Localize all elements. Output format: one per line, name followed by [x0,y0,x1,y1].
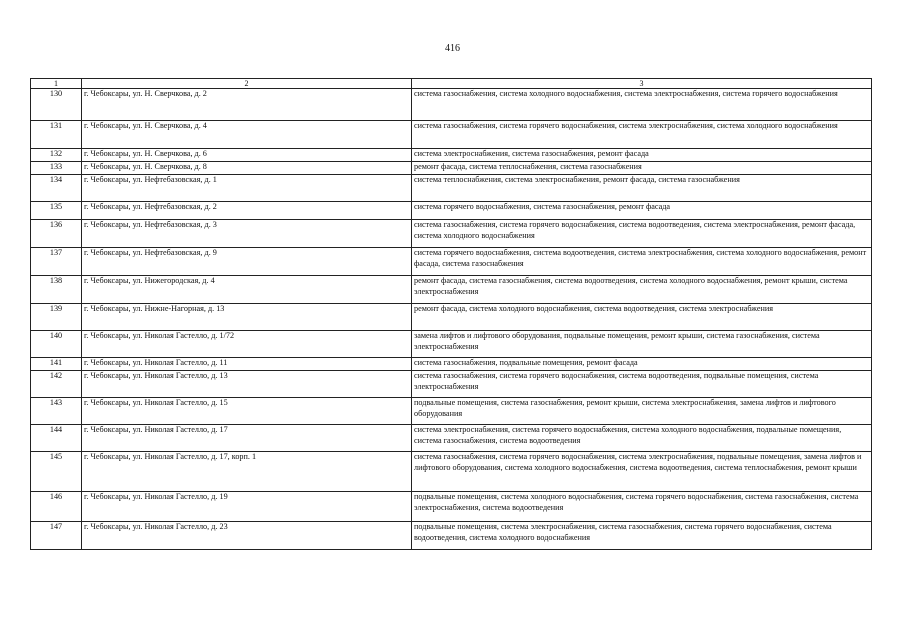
table-row [31,149,872,162]
row-address: г. Чебоксары, ул. Нижегородская, д. 4 [82,276,412,304]
row-address: г. Чебоксары, ул. Николая Гастелло, д. 13 [82,371,412,398]
row-number: 146 [31,492,82,522]
row-works: система электроснабжения, система газоснабжения, ремонт фасада [412,149,872,162]
row-works: система электроснабжения, система горячего водоснабжения, система холодного водоснабжения, подвальные помещения, система газоснабжения, система водоотведения [412,425,872,452]
table-row [31,175,872,202]
table-row [31,89,872,121]
table-row [31,522,872,550]
row-address: г. Чебоксары, ул. Николая Гастелло, д. 23 [82,522,412,550]
row-address: г. Чебоксары, ул. Н. Сверчкова, д. 8 [82,162,412,175]
table-row [31,358,872,371]
row-number: 135 [31,202,82,220]
header-col-3: 3 [412,79,872,89]
row-address: г. Чебоксары, ул. Н. Сверчкова, д. 2 [82,89,412,121]
row-number: 145 [31,452,82,492]
row-works: система газоснабжения, система горячего водоснабжения, система водоотведения, подвальные помещения, система электроснабжения [412,371,872,398]
row-address: г. Чебоксары, ул. Н. Сверчкова, д. 4 [82,121,412,149]
row-number: 133 [31,162,82,175]
table-row [31,398,872,425]
table-row [31,276,872,304]
row-address: г. Чебоксары, ул. Нефтебазовская, д. 3 [82,220,412,248]
row-works: система горячего водоснабжения, система водоотведения, система электроснабжения, система холодного водоснабжения, ремонт фасада, система газоснабжения [412,248,872,276]
row-works: система горячего водоснабжения, система газоснабжения, ремонт фасада [412,202,872,220]
row-works: ремонт фасада, система холодного водоснабжения, система водоотведения, система электроснабжения [412,304,872,331]
table-row [31,452,872,492]
row-number: 141 [31,358,82,371]
row-works: система газоснабжения, подвальные помещения, ремонт фасада [412,358,872,371]
row-number: 147 [31,522,82,550]
row-address: г. Чебоксары, ул. Нефтебазовская, д. 2 [82,202,412,220]
page-number: 416 [445,43,460,54]
row-number: 134 [31,175,82,202]
row-address: г. Чебоксары, ул. Нефтебазовская, д. 9 [82,248,412,276]
row-works: подвальные помещения, система электроснабжения, система газоснабжения, система горячего водоснабжения, система водоотведения, система холодного водоснабжения [412,522,872,550]
table-header-row [31,79,872,89]
table-row [31,162,872,175]
row-number: 144 [31,425,82,452]
row-number: 142 [31,371,82,398]
row-works: замена лифтов и лифтового оборудования, подвальные помещения, ремонт крыши, система газоснабжения, система электроснабжения [412,331,872,358]
table-row [31,331,872,358]
row-number: 136 [31,220,82,248]
table-row [31,425,872,452]
row-address: г. Чебоксары, ул. Николая Гастелло, д. 1/72 [82,331,412,358]
row-works: ремонт фасада, система теплоснабжения, система газоснабжения [412,162,872,175]
row-works: ремонт фасада, система газоснабжения, система водоотведения, система холодного водоснабжения, ремонт крыши, система электроснабжения [412,276,872,304]
table-row [31,304,872,331]
row-address: г. Чебоксары, ул. Н. Сверчкова, д. 6 [82,149,412,162]
row-number: 140 [31,331,82,358]
row-number: 143 [31,398,82,425]
row-works: система газоснабжения, система горячего водоснабжения, система водоотведения, система электроснабжения, ремонт фасада, система холодного водоснабжения [412,220,872,248]
row-address: г. Чебоксары, ул. Николая Гастелло, д. 15 [82,398,412,425]
row-works: система газоснабжения, система горячего водоснабжения, система электроснабжения, система холодного водоснабжения [412,121,872,149]
row-number: 137 [31,248,82,276]
row-address: г. Чебоксары, ул. Николая Гастелло, д. 17, корп. 1 [82,452,412,492]
row-number: 138 [31,276,82,304]
buildings-works-table [30,78,872,550]
row-address: г. Чебоксары, ул. Николая Гастелло, д. 11 [82,358,412,371]
row-address: г. Чебоксары, ул. Нижне-Нагорная, д. 13 [82,304,412,331]
row-number: 139 [31,304,82,331]
row-works: подвальные помещения, система холодного водоснабжения, система горячего водоснабжения, система газоснабжения, система электроснабжения, система водоотведения [412,492,872,522]
table-row [31,492,872,522]
table-row [31,202,872,220]
table-row [31,248,872,276]
row-number: 130 [31,89,82,121]
row-address: г. Чебоксары, ул. Николая Гастелло, д. 17 [82,425,412,452]
row-works: система теплоснабжения, система электроснабжения, ремонт фасада, система газоснабжения [412,175,872,202]
table-row [31,371,872,398]
row-number: 131 [31,121,82,149]
row-address: г. Чебоксары, ул. Нефтебазовская, д. 1 [82,175,412,202]
row-works: система газоснабжения, система горячего водоснабжения, система электроснабжения, подвальные помещения, замена лифтов и лифтового оборудования, система холодного водоснабжения, система водоотведения, система теплоснабжения, ремонт крыши [412,452,872,492]
table-row [31,121,872,149]
row-address: г. Чебоксары, ул. Николая Гастелло, д. 19 [82,492,412,522]
table-row [31,220,872,248]
header-col-2: 2 [82,79,412,89]
row-number: 132 [31,149,82,162]
row-works: система газоснабжения, система холодного водоснабжения, система электроснабжения, система горячего водоснабжения [412,89,872,121]
row-works: подвальные помещения, система газоснабжения, ремонт крыши, система электроснабжения, замена лифтов и лифтового оборудования [412,398,872,425]
header-col-1: 1 [31,79,82,89]
